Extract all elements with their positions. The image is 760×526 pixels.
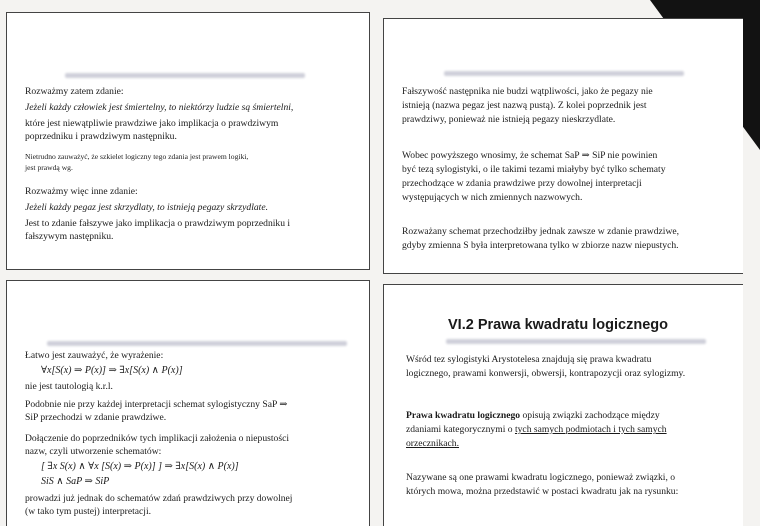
blurred-header — [65, 73, 305, 78]
text-line: występujących w nich zmiennych nazwowych. — [402, 192, 583, 203]
text-line — [406, 423, 667, 436]
text-line: gdyby zmienna S była interpretowana tylko w zbiorze nazw niepustych. — [402, 240, 679, 251]
text-line: Podobnie nie przy każdej interpretacji schemat sylogistyczny SaP ⇒ — [25, 399, 288, 410]
text-line: których mowa, można przedstawić w postaci kwadratu jak na rysunku: — [406, 486, 679, 497]
text-line: Jeżeli każdy człowiek jest śmiertelny, to niektórzy ludzie są śmiertelni, — [25, 102, 294, 113]
text-line: SiP przechodzi w zdanie prawdziwe. — [25, 412, 167, 423]
text-line: poprzedniku i prawdziwym następniku. — [25, 131, 177, 142]
text-line: istnieją (nazwa pegaz jest nazwą pustą). Z kolei poprzednik jest — [402, 100, 647, 111]
blurred-header — [444, 71, 684, 76]
blurred-header — [446, 339, 706, 344]
text-line: Nazywane są one prawami kwadratu logicznego, ponieważ związki, o — [406, 472, 676, 483]
text-line: Fałszywość następnika nie budzi wątpliwości, jako że pegazy nie — [402, 86, 653, 97]
text-line: Jest to zdanie fałszywe jako implikacja o prawdziwym poprzedniku i — [25, 218, 291, 229]
underlined-text: orzecznikach. — [406, 438, 459, 449]
bold-term: Prawa kwadratu logicznego — [406, 410, 521, 421]
text-line: jest prawdą wg. — [25, 163, 73, 172]
formula: [ ∃x S(x) ∧ ∀x [S(x) ⇒ P(x)] ] ⇒ ∃x[S(x) ∧ P(x)] — [41, 461, 239, 472]
text-line: fałszywym następniku. — [25, 231, 114, 242]
slide-3 — [6, 280, 370, 526]
text-line: Rozważmy zatem zdanie: — [25, 86, 124, 97]
underlined-text: tych samych podmiotach i tych samych — [514, 424, 667, 435]
text-line: (w tako tym pustej) interpretacji. — [25, 506, 152, 517]
text-line: prowadzi już jednak do schematów zdań prawdziwych przy dowolnej — [25, 493, 293, 504]
text-line — [406, 409, 660, 422]
text-line: nazw, czyli utworzenie schematów: — [25, 446, 162, 457]
slide-4 — [383, 284, 743, 526]
text-line: które jest niewątpliwie prawdziwe jako implikacja o prawdziwym — [25, 118, 279, 129]
text-line: Łatwo jest zauważyć, że wyrażenie: — [25, 350, 164, 361]
blurred-header — [47, 341, 347, 346]
slide-title: VI.2 Prawa kwadratu logicznego — [448, 317, 668, 333]
text-fragment: zdaniami kategorycznymi o — [406, 424, 513, 435]
text-line: Dołączenie do poprzedników tych implikacji założenia o niepustości — [25, 433, 290, 444]
text-fragment: opisują związki zachodzące między — [522, 410, 660, 421]
text-line: Wśród tez sylogistyki Arystotelesa znajdują się prawa kwadratu — [406, 354, 652, 365]
text-line: Jeżeli każdy pegaz jest skrzydlaty, to istnieją pegazy skrzydlate. — [25, 202, 268, 213]
text-line: przechodzące w zdania prawdziwe przy dowolnej interpretacji — [402, 178, 642, 189]
text-line: być tezą sylogistyki, o ile takimi tezami miałyby być tylko schematy — [402, 164, 666, 175]
text-line: Wobec powyższego wnosimy, że schemat SaP ⇒ SiP nie powinien — [402, 150, 658, 161]
text-line: logicznego, prawami konwersji, obwersji, kontrapozycji oraz sylogizmy. — [406, 368, 686, 379]
text-line: Rozważany schemat przechodziłby jednak zawsze w zdanie prawdziwe, — [402, 226, 680, 237]
formula: SiS ∧ SaP ⇒ SiP — [41, 476, 110, 487]
text-line: Rozważmy więc inne zdanie: — [25, 186, 138, 197]
text-line: nie jest tautologią k.r.l. — [25, 381, 113, 392]
slide-1 — [6, 12, 370, 270]
formula: ∀x[S(x) ⇒ P(x)] ⇒ ∃x[S(x) ∧ P(x)] — [41, 365, 183, 376]
text-line: prawdziwy, ponieważ nie istnieją pegazy nieskrzydlate. — [402, 114, 616, 125]
slide-2 — [383, 18, 743, 274]
text-line: Nietrudno zauważyć, że szkielet logiczny tego zdania jest prawem logiki, — [25, 152, 249, 161]
